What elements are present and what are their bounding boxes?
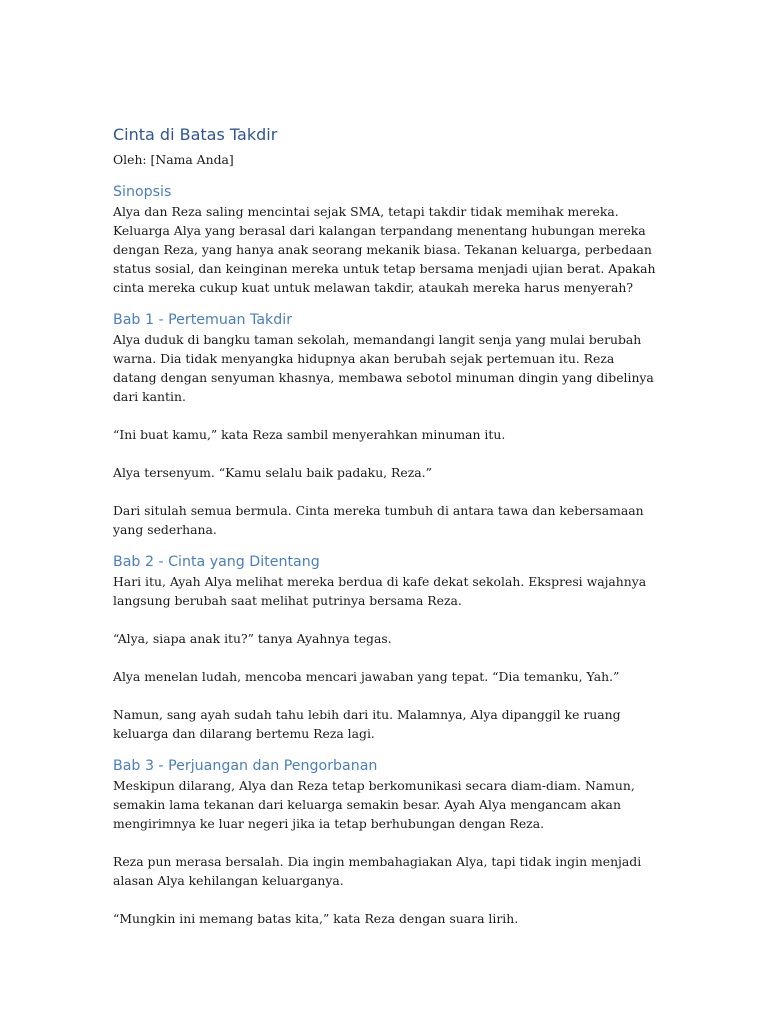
section-heading: Bab 3 - Perjuangan dan Pengorbanan — [113, 758, 378, 774]
section-heading: Bab 2 - Cinta yang Ditentang — [113, 554, 320, 570]
paragraph: “Alya, siapa anak itu?” tanya Ayahnya tegas. — [113, 631, 392, 646]
paragraph: “Mungkin ini memang batas kita,” kata Reza dengan suara lirih. — [113, 911, 519, 926]
section-sinopsis — [113, 182, 658, 297]
paragraph: Namun, sang ayah sudah tahu lebih dari itu. Malamnya, Alya dipanggil ke ruang keluarga dan dilarang bertemu Reza lagi. — [113, 707, 621, 741]
paragraph: Alya tersenyum. “Kamu selalu baik padaku, Reza.” — [113, 465, 432, 480]
document-title: Cinta di Batas Takdir — [113, 125, 278, 144]
section-heading: Sinopsis — [113, 184, 172, 200]
paragraph: Meskipun dilarang, Alya dan Reza tetap berkomunikasi secara diam-diam. Namun, semakin lama tekanan dari keluarga semakin besar. Ayah Alya mengancam akan mengirimnya ke luar negeri jika ia tetap berhubungan dengan Reza. — [113, 778, 635, 831]
paragraph: Alya menelan ludah, mencoba mencari jawaban yang tepat. “Dia temanku, Yah.” — [113, 669, 620, 684]
section-bab-2 — [113, 552, 658, 743]
paragraph: Dari situlah semua bermula. Cinta mereka tumbuh di antara tawa dan kebersamaan yang sederhana. — [113, 503, 644, 537]
document-author: Oleh: [Nama Anda] — [113, 152, 234, 167]
paragraph: Alya duduk di bangku taman sekolah, memandangi langit senja yang mulai berubah warna. Dia tidak menyangka hidupnya akan berubah sejak pertemuan itu. Reza datang dengan senyuman khasnya, membawa sebotol minuman dingin yang dibelinya dari kantin. — [113, 332, 654, 404]
section-bab-1 — [113, 310, 658, 539]
paragraph: Hari itu, Ayah Alya melihat mereka berdua di kafe dekat sekolah. Ekspresi wajahnya langsung berubah saat melihat putrinya bersama Reza. — [113, 574, 647, 608]
paragraph: Reza pun merasa bersalah. Dia ingin membahagiakan Alya, tapi tidak ingin menjadi alasan Alya kehilangan keluarganya. — [113, 854, 642, 888]
paragraph: “Ini buat kamu,” kata Reza sambil menyerahkan minuman itu. — [113, 427, 506, 442]
section-heading: Bab 1 - Pertemuan Takdir — [113, 312, 293, 328]
document-content — [113, 124, 658, 928]
paragraph: Alya dan Reza saling mencintai sejak SMA, tetapi takdir tidak memihak mereka. Keluarga Alya yang berasal dari kalangan terpandang menentang hubungan mereka dengan Reza, yang hanya anak seorang mekanik biasa. Tekanan keluarga, perbedaan status sosial, dan keinginan mereka untuk tetap bersama menjadi ujian berat. Apakah cinta mereka cukup kuat untuk melawan takdir, ataukah mereka harus menyerah? — [113, 204, 656, 295]
section-bab-3 — [113, 756, 658, 928]
